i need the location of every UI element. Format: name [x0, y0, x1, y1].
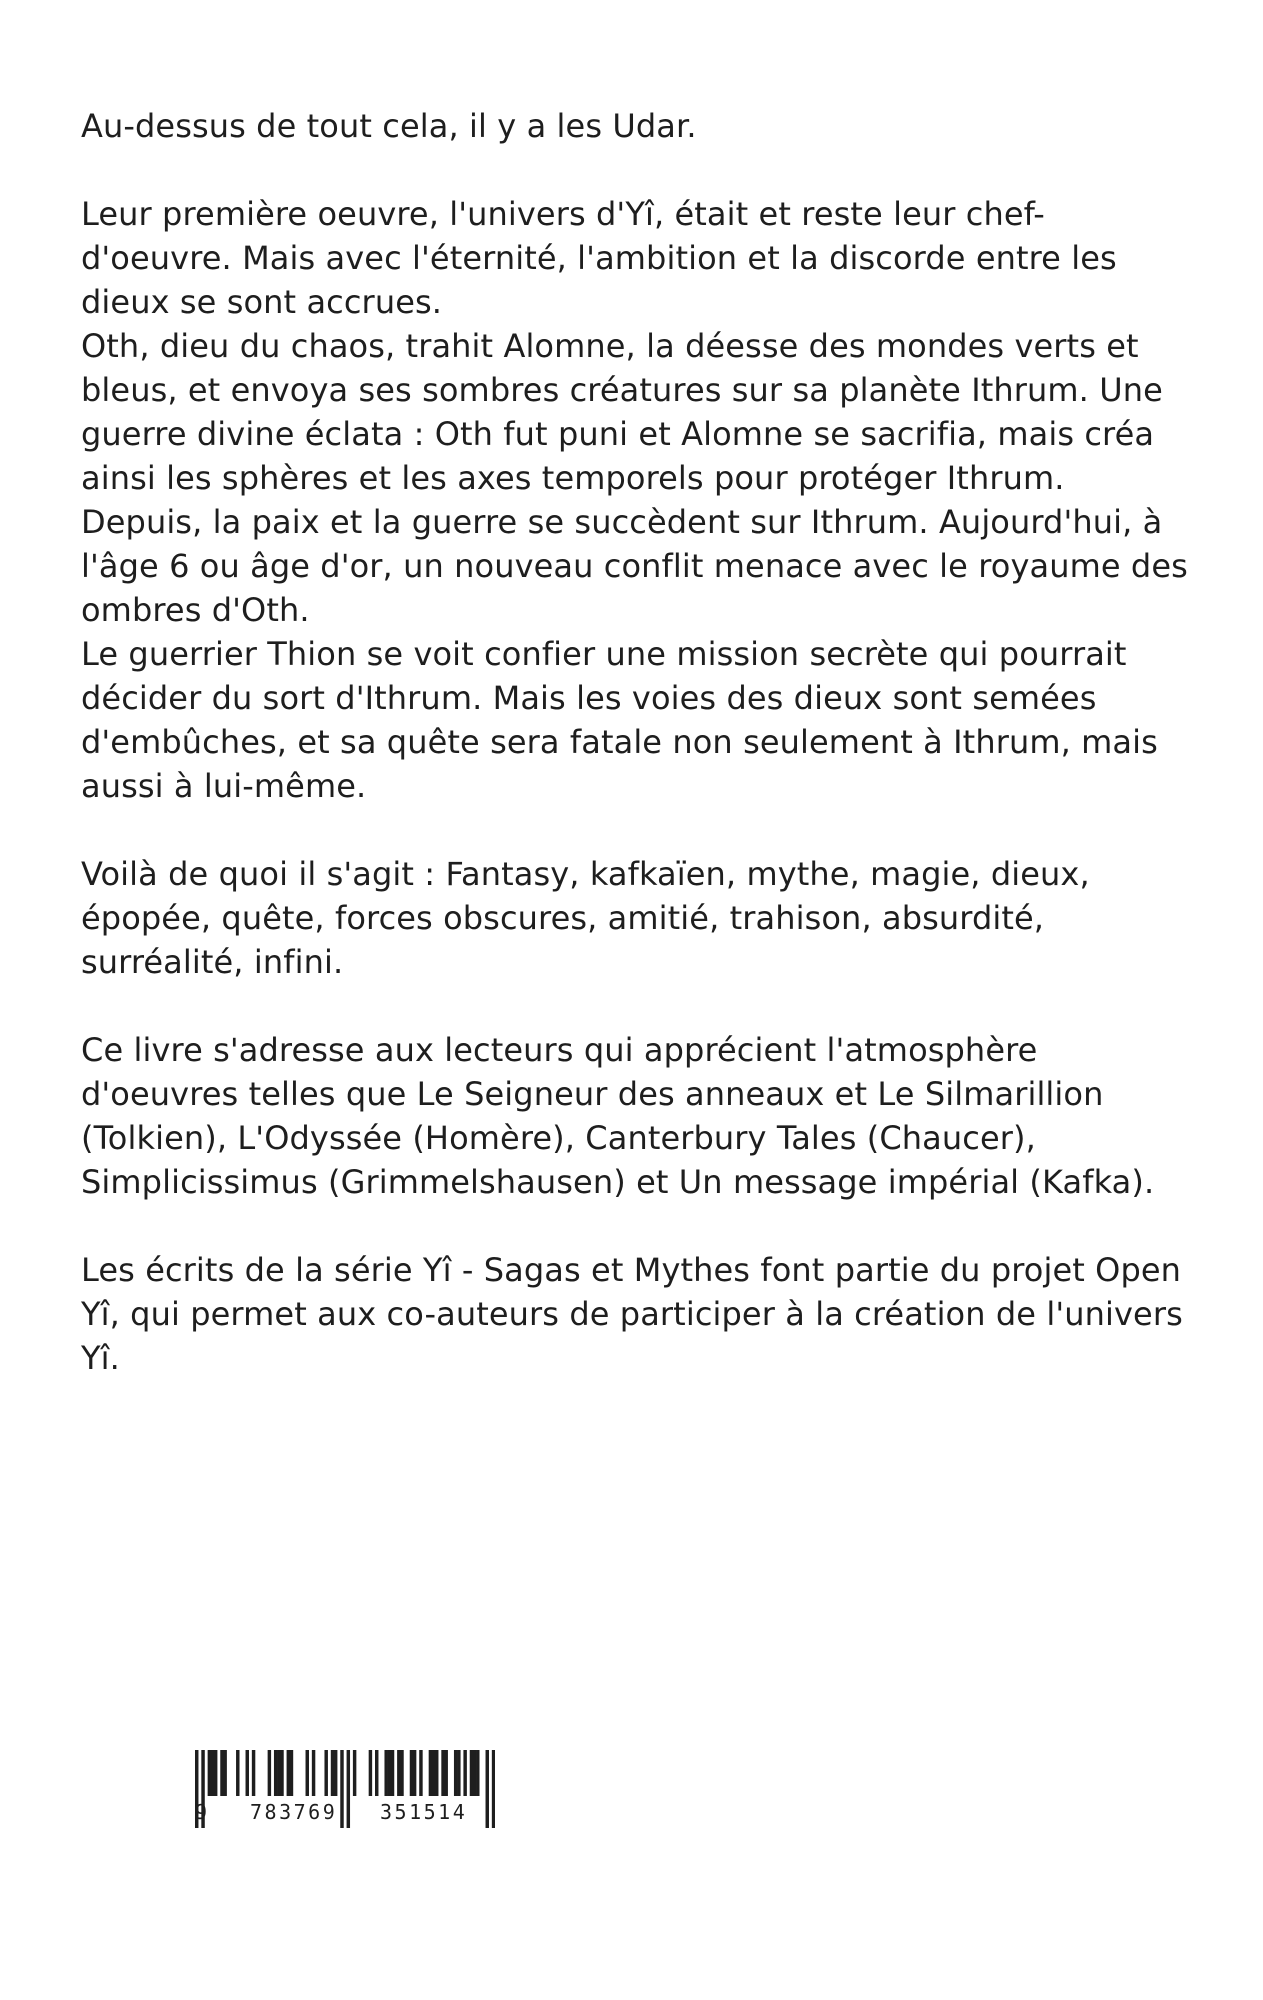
barcode-bar	[410, 1750, 413, 1796]
paragraph-oth: Oth, dieu du chaos, trahit Alomne, la déesse des mondes verts et bleus, et envoya ses sombres créatures sur sa planète Ithrum. Une guerre divine éclata : Oth fut puni et Alomne se sacrifia, mais créa ainsi les sphères et les axes temporels pour protéger Ithrum.	[81, 327, 1163, 497]
paragraph-thion: Le guerrier Thion se voit confier une mission secrète qui pourrait décider du sort d'Ithrum. Mais les voies des dieux sont semées d'embûches, et sa quête sera fatale non seulement à Ithrum, mais aussi à lui-même.	[81, 635, 1158, 805]
barcode-bar	[384, 1750, 387, 1796]
barcode-bar	[454, 1750, 457, 1796]
paragraph-audience: Ce livre s'adresse aux lecteurs qui apprécient l'atmosphère d'oeuvres telles que Le Seigneur des anneaux et Le Silmarillion (Tolkien), L'Odyssée (Homère), Canterbury Tales (Chaucer), Simplicissimus (Grimmelshausen) et Un message impérial (Kafka).	[81, 1031, 1155, 1201]
barcode-bar	[369, 1750, 372, 1796]
barcode-bar	[429, 1750, 432, 1796]
barcode-bar	[223, 1750, 226, 1796]
barcode-bar	[441, 1750, 444, 1796]
barcode-bar	[473, 1750, 476, 1796]
blurb-text	[81, 104, 1191, 1380]
paragraph-spacer	[81, 1204, 1191, 1248]
barcode-bar	[476, 1750, 479, 1796]
barcode-bar	[280, 1750, 283, 1796]
barcode-bar	[324, 1750, 327, 1796]
barcode-bar	[435, 1750, 438, 1796]
barcode-bar	[375, 1750, 378, 1796]
barcode-bar	[413, 1750, 416, 1796]
barcode-bar	[388, 1750, 391, 1796]
barcode-bar	[334, 1750, 337, 1796]
paragraph-spacer	[81, 984, 1191, 1028]
barcode-bar	[340, 1750, 343, 1828]
barcode-bar	[353, 1750, 356, 1796]
barcode-bar	[277, 1750, 280, 1796]
barcode-bar	[347, 1750, 350, 1828]
paragraph-spacer	[81, 808, 1191, 852]
barcode-bar	[391, 1750, 394, 1796]
barcode-bar	[236, 1750, 239, 1796]
paragraph-ithrum: Depuis, la paix et la guerre se succèdent sur Ithrum. Aujourd'hui, à l'âge 6 ou âge d'or, un nouveau conflit menace avec le royaume des ombres d'Oth.	[81, 503, 1188, 629]
barcode-bar	[470, 1750, 473, 1796]
barcode-bar	[211, 1750, 214, 1796]
barcode-bar	[268, 1750, 271, 1796]
barcode-bar	[419, 1750, 422, 1796]
barcode-bar	[397, 1750, 400, 1796]
barcode-bar	[331, 1750, 334, 1796]
paragraph-project: Les écrits de la série Yî - Sagas et Mythes font partie du projet Open Yî, qui permet aux co-auteurs de participer à la création de l'univers Yî.	[81, 1251, 1183, 1377]
barcode-digit-lead: 9	[195, 1800, 210, 1824]
barcode-bar	[246, 1750, 249, 1796]
barcode-bar	[457, 1750, 460, 1796]
barcode-digits-left: 783769	[250, 1800, 338, 1824]
barcode-bar	[214, 1750, 217, 1796]
barcode-bar	[287, 1750, 290, 1796]
barcode-bar	[208, 1750, 211, 1796]
paragraph-universe: Leur première oeuvre, l'univers d'Yî, était et reste leur chef-d'oeuvre. Mais avec l'éternité, l'ambition et la discorde entre les dieux se sont accrues.	[81, 195, 1117, 321]
barcode-bar	[220, 1750, 223, 1796]
paragraph-genres: Voilà de quoi il s'agit : Fantasy, kafkaïen, mythe, magie, dieux, épopée, quête, forces obscures, amitié, trahison, absurdité, surréalité, infini.	[81, 855, 1090, 981]
barcode-bar	[486, 1750, 489, 1828]
paragraph-spacer	[81, 148, 1191, 192]
barcode-bar	[252, 1750, 255, 1796]
barcode-digits-right: 351514	[380, 1800, 468, 1824]
barcode-bar	[312, 1750, 315, 1796]
paragraph-intro: Au-dessus de tout cela, il y a les Udar.	[81, 107, 697, 145]
barcode-bar	[492, 1750, 495, 1828]
barcode-bar	[400, 1750, 403, 1796]
barcode-bar	[432, 1750, 435, 1796]
barcode-bar	[290, 1750, 293, 1796]
barcode-bar	[274, 1750, 277, 1796]
barcode-bar	[463, 1750, 466, 1796]
barcode-bar	[306, 1750, 309, 1796]
barcode-bar	[444, 1750, 447, 1796]
